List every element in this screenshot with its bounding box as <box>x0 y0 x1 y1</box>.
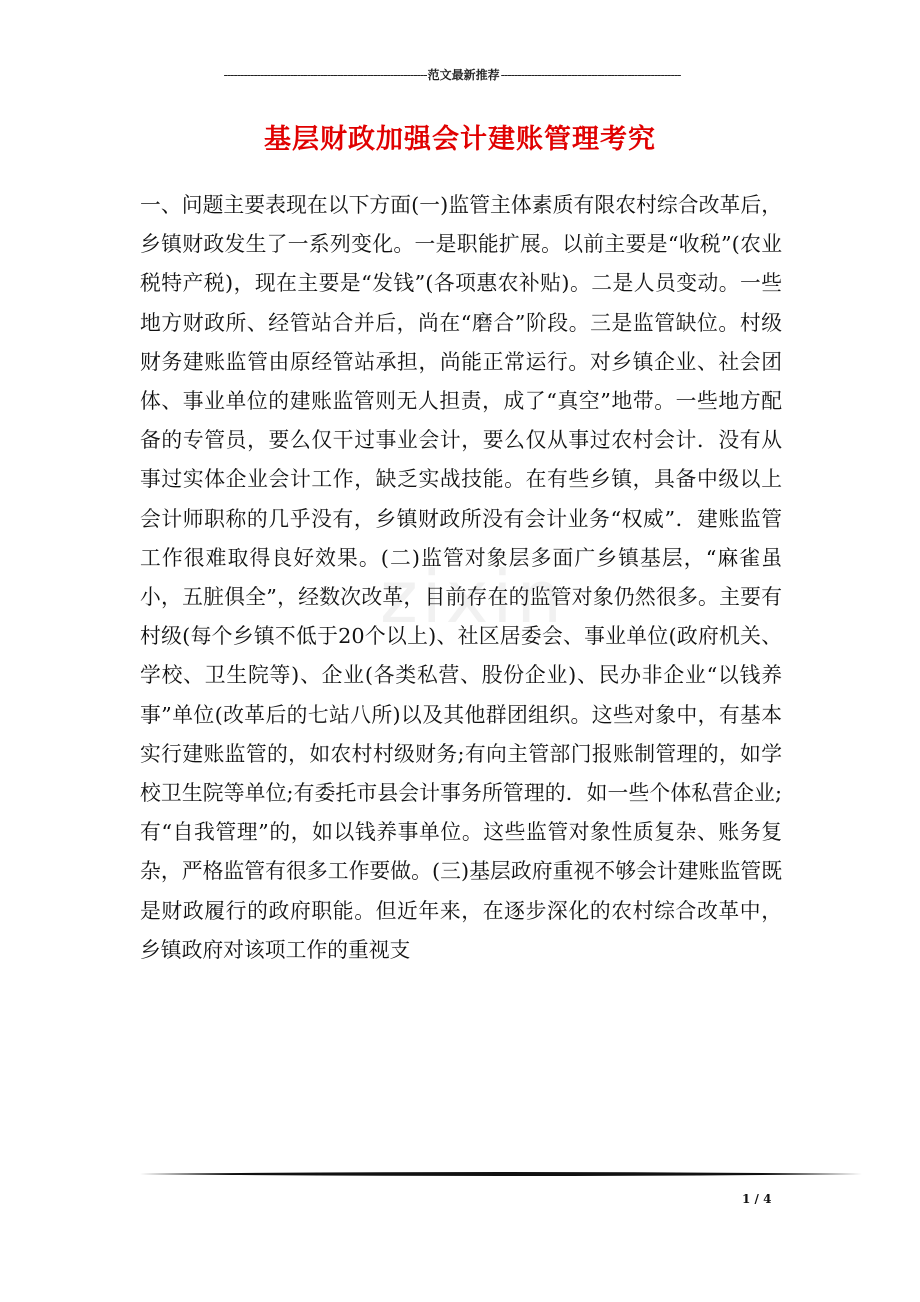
page-number: 1 / 4 <box>742 1192 772 1206</box>
header-label: 范文最新推荐 <box>427 68 500 82</box>
page-header <box>138 68 766 82</box>
header-dashes-left: ------------------------------------------------------------- <box>223 68 427 82</box>
document-title: 基层财政加强会计建账管理考究 <box>264 124 656 155</box>
footer-rule <box>140 1170 862 1178</box>
body-paragraph: 一、问题主要表现在以下方面(一)监管主体素质有限农村综合改革后，乡镇财政发生了一系列变化。一是职能扩展。以前主要是“收税”(农业税特产税)，现在主要是“发钱”(各项惠农补贴)。二是人员变动。一些地方财政所、经管站合并后，尚在“磨合”阶段。三是监管缺位。村级财务建账监管由原经管站承担，尚能正常运行。对乡镇企业、社会团体、事业单位的建账监管则无人担责，成了“真空”地带。一些地方配备的专管员，要么仅干过事业会计，要么仅从事过农村会计．没有从事过实体企业会计工作，缺乏实战技能。在有些乡镇，具备中级以上会计师职称的几乎没有，乡镇财政所没有会计业务“权威”．建账监管工作很难取得良好效果。(二)监管对象层多面广乡镇基层，“麻雀虽小，五脏俱全”，经数次改革，目前存在的监管对象仍然很多。主要有村级(每个乡镇不低于20个以上)、社区居委会、事业单位(政府机关、学校、卫生院等)、企业(各类私营、股份企业)、民办非企业“以钱养事”单位(改革后的七站八所)以及其他群团组织。这些对象中，有基本实行建账监管的，如农村村级财务;有向主管部门报账制管理的，如学校卫生院等单位;有委托市县会计事务所管理的．如一些个体私营企业;有“自我管理”的，如以钱养事单位。这些监管对象性质复杂、账务复杂，严格监管有很多工作要做。(三)基层政府重视不够会计建账监管既是财政履行的政府职能。但近年来，在逐步深化的农村综合改革中，乡镇政府对该项工作的重视支 <box>140 193 782 962</box>
header-dashes-right: ------------------------------------------------------ <box>500 68 681 82</box>
watermark: zixin <box>380 555 567 639</box>
